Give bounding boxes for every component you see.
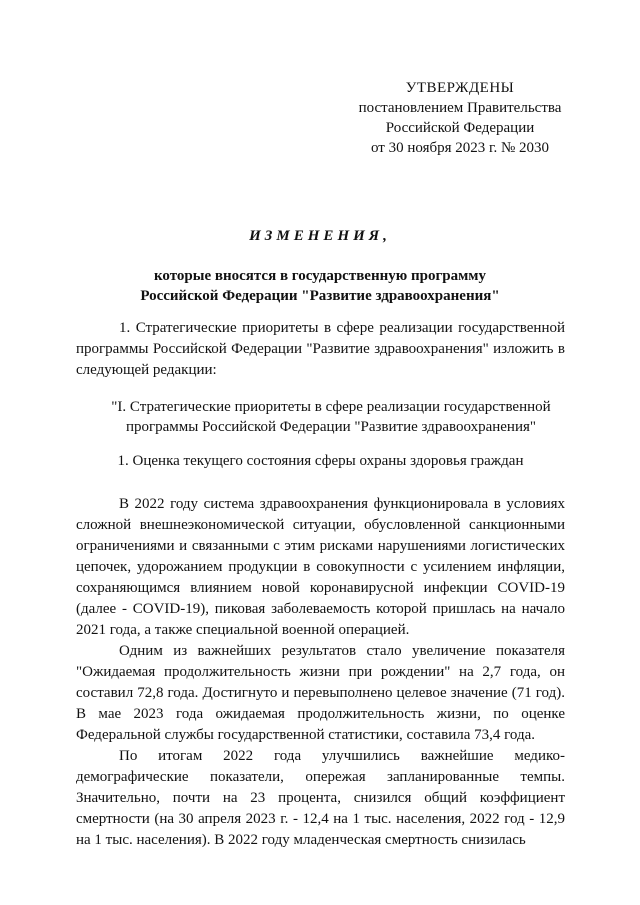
title-line-2: Российской Федерации "Развитие здравоохранения" <box>140 288 500 304</box>
document-title <box>0 226 640 306</box>
quote-heading <box>96 397 566 437</box>
subheading: 1. Оценка текущего состояния сферы охраны здоровья граждан <box>117 453 524 469</box>
section-1-text: 1. Стратегические приоритеты в сфере реализации государственной программы Российской Федерации "Развитие здравоохранения" изложить в следующей редакции: <box>76 320 565 378</box>
quote-heading-line-2: программы Российской Федерации "Развитие здравоохранения" <box>125 419 537 435</box>
approval-line-3: от 30 ноября 2023 г. № 2030 <box>370 140 550 156</box>
section-1 <box>76 318 565 381</box>
title-main: ИЗМЕНЕНИЯ, <box>249 228 391 244</box>
paragraph: Одним из важнейших результатов стало увеличение показателя "Ожидаемая продолжительность жизни при рождении" на 2,7 года, он составил 72,8 года. Достигнуто и перевыполнено целевое значение (71 год). В мае 2023 года ожидаемая продолжительность жизни, по оценке Федеральной службы государственной статистики, составила 73,4 года. <box>76 643 565 743</box>
title-line-1: которые вносятся в государственную программу <box>153 268 487 284</box>
approval-block <box>340 78 580 158</box>
approval-line-1: постановлением Правительства <box>358 100 562 116</box>
approval-heading: УТВЕРЖДЕНЫ <box>405 80 515 96</box>
paragraph: По итогам 2022 года улучшились важнейшие медико-демографические показатели, опережая запланированные темпы. Значительно, почти на 23 процента, снизился общий коэффициент смертности (на 30 апреля 2023 г. - 12,4 на 1 тыс. населения, 2022 год - 12,9 на 1 тыс. населения). В 2022 году младенческая смертность снизилась <box>76 748 565 848</box>
approval-line-2: Российской Федерации <box>385 120 535 136</box>
paragraph: В 2022 году система здравоохранения функционировала в условиях сложной внешнеэкономической ситуации, обусловленной санкционными ограничениями и связанными с этим рисками нарушениями логистических цепочек, удорожанием продукции в совокупности с усилением инфляции, сохраняющимся влиянием новой коронавирусной инфекции COVID-19 (далее - COVID-19), пиковая заболеваемость которой пришлась на начало 2021 года, а также специальной военной операцией. <box>76 496 565 638</box>
quote-heading-line-1: "I. Стратегические приоритеты в сфере реализации государственной <box>111 399 551 415</box>
body-paragraphs <box>76 494 565 851</box>
